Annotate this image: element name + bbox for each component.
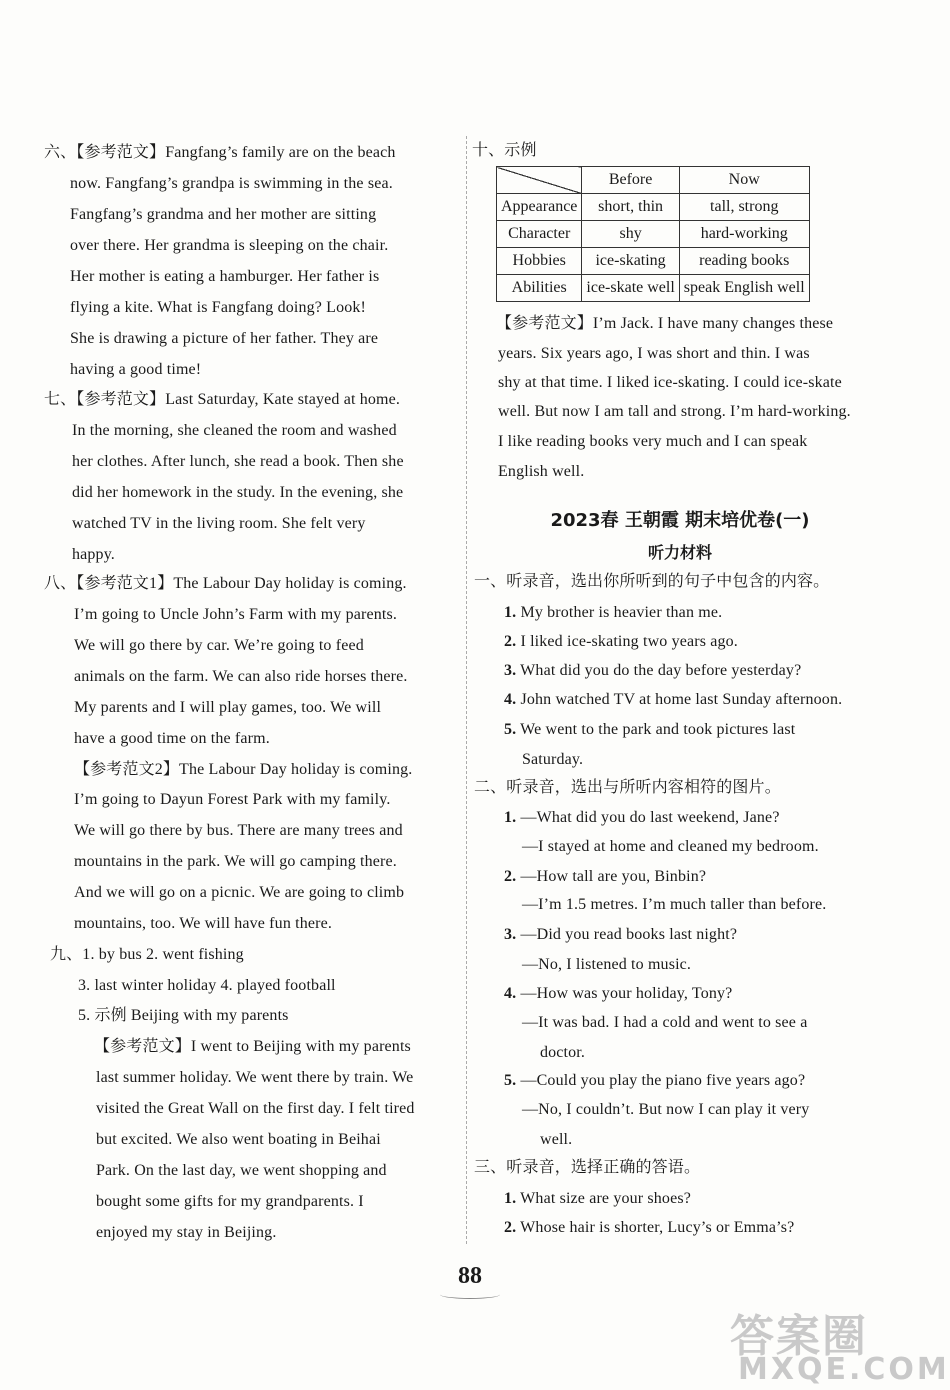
- text-line: have a good time on the farm.: [74, 730, 270, 747]
- table-cell: speak English well: [679, 275, 809, 302]
- table-row: [497, 248, 810, 275]
- list-item: 2. I liked ice-skating two years ago.: [504, 633, 738, 650]
- page-number-decoration: [440, 1290, 500, 1299]
- text-line: I like reading books very much and I can speak: [498, 433, 808, 450]
- test-title: 2023春 王朝霞 期末培优卷(一): [550, 510, 810, 531]
- watermark-url: MXQE.COM: [738, 1352, 950, 1387]
- section-heading: 三、听录音，选择正确的答语。: [474, 1159, 701, 1176]
- table-cell: Abilities: [497, 275, 582, 302]
- text-line: 九、1. by bus 2. went fishing: [50, 946, 244, 963]
- text-line: My parents and I will play games, too. We will: [74, 699, 382, 716]
- table-header: Before: [582, 167, 679, 194]
- text-line: Her mother is eating a hamburger. Her father is: [70, 268, 380, 285]
- column-divider: [466, 136, 467, 1244]
- section-heading: 一、听录音，选出你所听到的句子中包含的内容。: [474, 573, 830, 590]
- text-line: last summer holiday. We went there by train. We: [96, 1069, 414, 1086]
- test-subtitle: 听力材料: [647, 543, 712, 562]
- table-row: [497, 275, 810, 302]
- text-line: 3. last winter holiday 4. played football: [78, 977, 336, 994]
- text-line: We will go there by bus. There are many trees and: [74, 822, 403, 839]
- text-line: happy.: [72, 546, 115, 563]
- text-line: visited the Great Wall on the first day. I felt tired: [96, 1100, 415, 1117]
- text-line: now. Fangfang’s grandpa is swimming in the sea.: [70, 175, 393, 192]
- list-item: —I’m 1.5 metres. I’m much taller than before.: [522, 896, 827, 913]
- list-item: 5. —Could you play the piano five years ago?: [504, 1072, 806, 1089]
- list-item: 1. My brother is heavier than me.: [504, 604, 723, 621]
- table-cell: Appearance: [497, 194, 582, 221]
- list-item: 3. —Did you read books last night?: [504, 926, 738, 943]
- list-item: Saturday.: [522, 751, 584, 768]
- text-line: flying a kite. What is Fangfang doing? Look!: [70, 299, 367, 316]
- text-line: We will go there by car. We’re going to feed: [74, 637, 364, 654]
- text-line: well. But now I am tall and strong. I’m hard-working.: [498, 403, 851, 420]
- text-line: I’m going to Dayun Forest Park with my family.: [74, 791, 391, 808]
- text-line: And we will go on a picnic. We are going to climb: [74, 884, 405, 901]
- text-line: Fangfang’s grandma and her mother are sitting: [70, 206, 377, 223]
- text-line: I’m going to Uncle John’s Farm with my parents.: [74, 606, 398, 623]
- text-line: In the morning, she cleaned the room and washed: [72, 422, 397, 439]
- text-line: bought some gifts for my grandparents. I: [96, 1193, 364, 1210]
- text-line: 八、【参考范文1】The Labour Day holiday is coming.: [44, 575, 407, 592]
- comparison-table: [496, 166, 810, 302]
- table-header-row: [497, 167, 810, 194]
- table-corner-cell: [497, 167, 582, 194]
- list-item: 1. —What did you do last weekend, Jane?: [504, 809, 780, 826]
- watermark-logo: 答案圈: [730, 1311, 868, 1362]
- table-row: [497, 194, 810, 221]
- table-row: [497, 221, 810, 248]
- table-cell: ice-skate well: [582, 275, 679, 302]
- text-line: years. Six years ago, I was short and thin. I was: [498, 345, 810, 362]
- table-header: Now: [679, 167, 809, 194]
- text-line: mountains, too. We will have fun there.: [74, 915, 332, 932]
- table-cell: tall, strong: [679, 194, 809, 221]
- list-item: 2. —How tall are you, Binbin?: [504, 868, 707, 885]
- text-line: 六、【参考范文】Fangfang’s family are on the beach: [44, 144, 396, 161]
- list-item: —No, I listened to music.: [522, 956, 692, 973]
- table-cell: Hobbies: [497, 248, 582, 275]
- text-line: 5. 示例 Beijing with my parents: [78, 1007, 289, 1024]
- list-item: 4. John watched TV at home last Sunday afternoon.: [504, 691, 843, 708]
- text-line: English well.: [498, 463, 585, 480]
- table-cell: hard-working: [679, 221, 809, 248]
- table-cell: shy: [582, 221, 679, 248]
- list-item: well.: [540, 1131, 573, 1148]
- text-line: watched TV in the living room. She felt very: [72, 515, 366, 532]
- text-line: animals on the farm. We can also ride horses there.: [74, 668, 408, 685]
- table-cell: short, thin: [582, 194, 679, 221]
- text-line: enjoyed my stay in Beijing.: [96, 1224, 277, 1241]
- list-item: 4. —How was your holiday, Tony?: [504, 985, 733, 1002]
- text-line: 【参考范文】I went to Beijing with my parents: [94, 1038, 411, 1055]
- section-heading: 十、示例: [472, 142, 537, 159]
- text-line: 【参考范文2】The Labour Day holiday is coming.: [74, 761, 413, 778]
- text-line: did her homework in the study. In the evening, she: [72, 484, 404, 501]
- text-line: over there. Her grandma is sleeping on the chair.: [70, 237, 389, 254]
- text-line: mountains in the park. We will go camping there.: [74, 853, 397, 870]
- list-item: doctor.: [540, 1044, 586, 1061]
- table-cell: Character: [497, 221, 582, 248]
- list-item: 5. We went to the park and took pictures last: [504, 721, 796, 738]
- table-cell: ice-skating: [582, 248, 679, 275]
- list-item: —No, I couldn’t. But now I can play it very: [522, 1101, 810, 1118]
- page-number: 88: [458, 1263, 482, 1289]
- text-line: shy at that time. I liked ice-skating. I could ice-skate: [498, 374, 842, 391]
- list-item: 3. What did you do the day before yesterday?: [504, 662, 802, 679]
- table-cell: reading books: [679, 248, 809, 275]
- text-line: but excited. We also went boating in Beihai: [96, 1131, 381, 1148]
- list-item: —I stayed at home and cleaned my bedroom.: [522, 838, 819, 855]
- text-line: She is drawing a picture of her father. They are: [70, 330, 379, 347]
- text-line: Park. On the last day, we went shopping and: [96, 1162, 387, 1179]
- list-item: —It was bad. I had a cold and went to see a: [522, 1014, 808, 1031]
- text-line: 【参考范文】I’m Jack. I have many changes these: [496, 315, 834, 332]
- text-line: 七、【参考范文】Last Saturday, Kate stayed at home.: [44, 391, 401, 408]
- list-item: 1. What size are your shoes?: [504, 1190, 691, 1207]
- text-line: her clothes. After lunch, she read a book. Then she: [72, 453, 404, 470]
- text-line: having a good time!: [70, 361, 202, 378]
- section-heading: 二、听录音，选出与所听内容相符的图片。: [474, 779, 781, 796]
- watermark: [720, 1300, 950, 1390]
- list-item: 2. Whose hair is shorter, Lucy’s or Emma’s?: [504, 1219, 795, 1236]
